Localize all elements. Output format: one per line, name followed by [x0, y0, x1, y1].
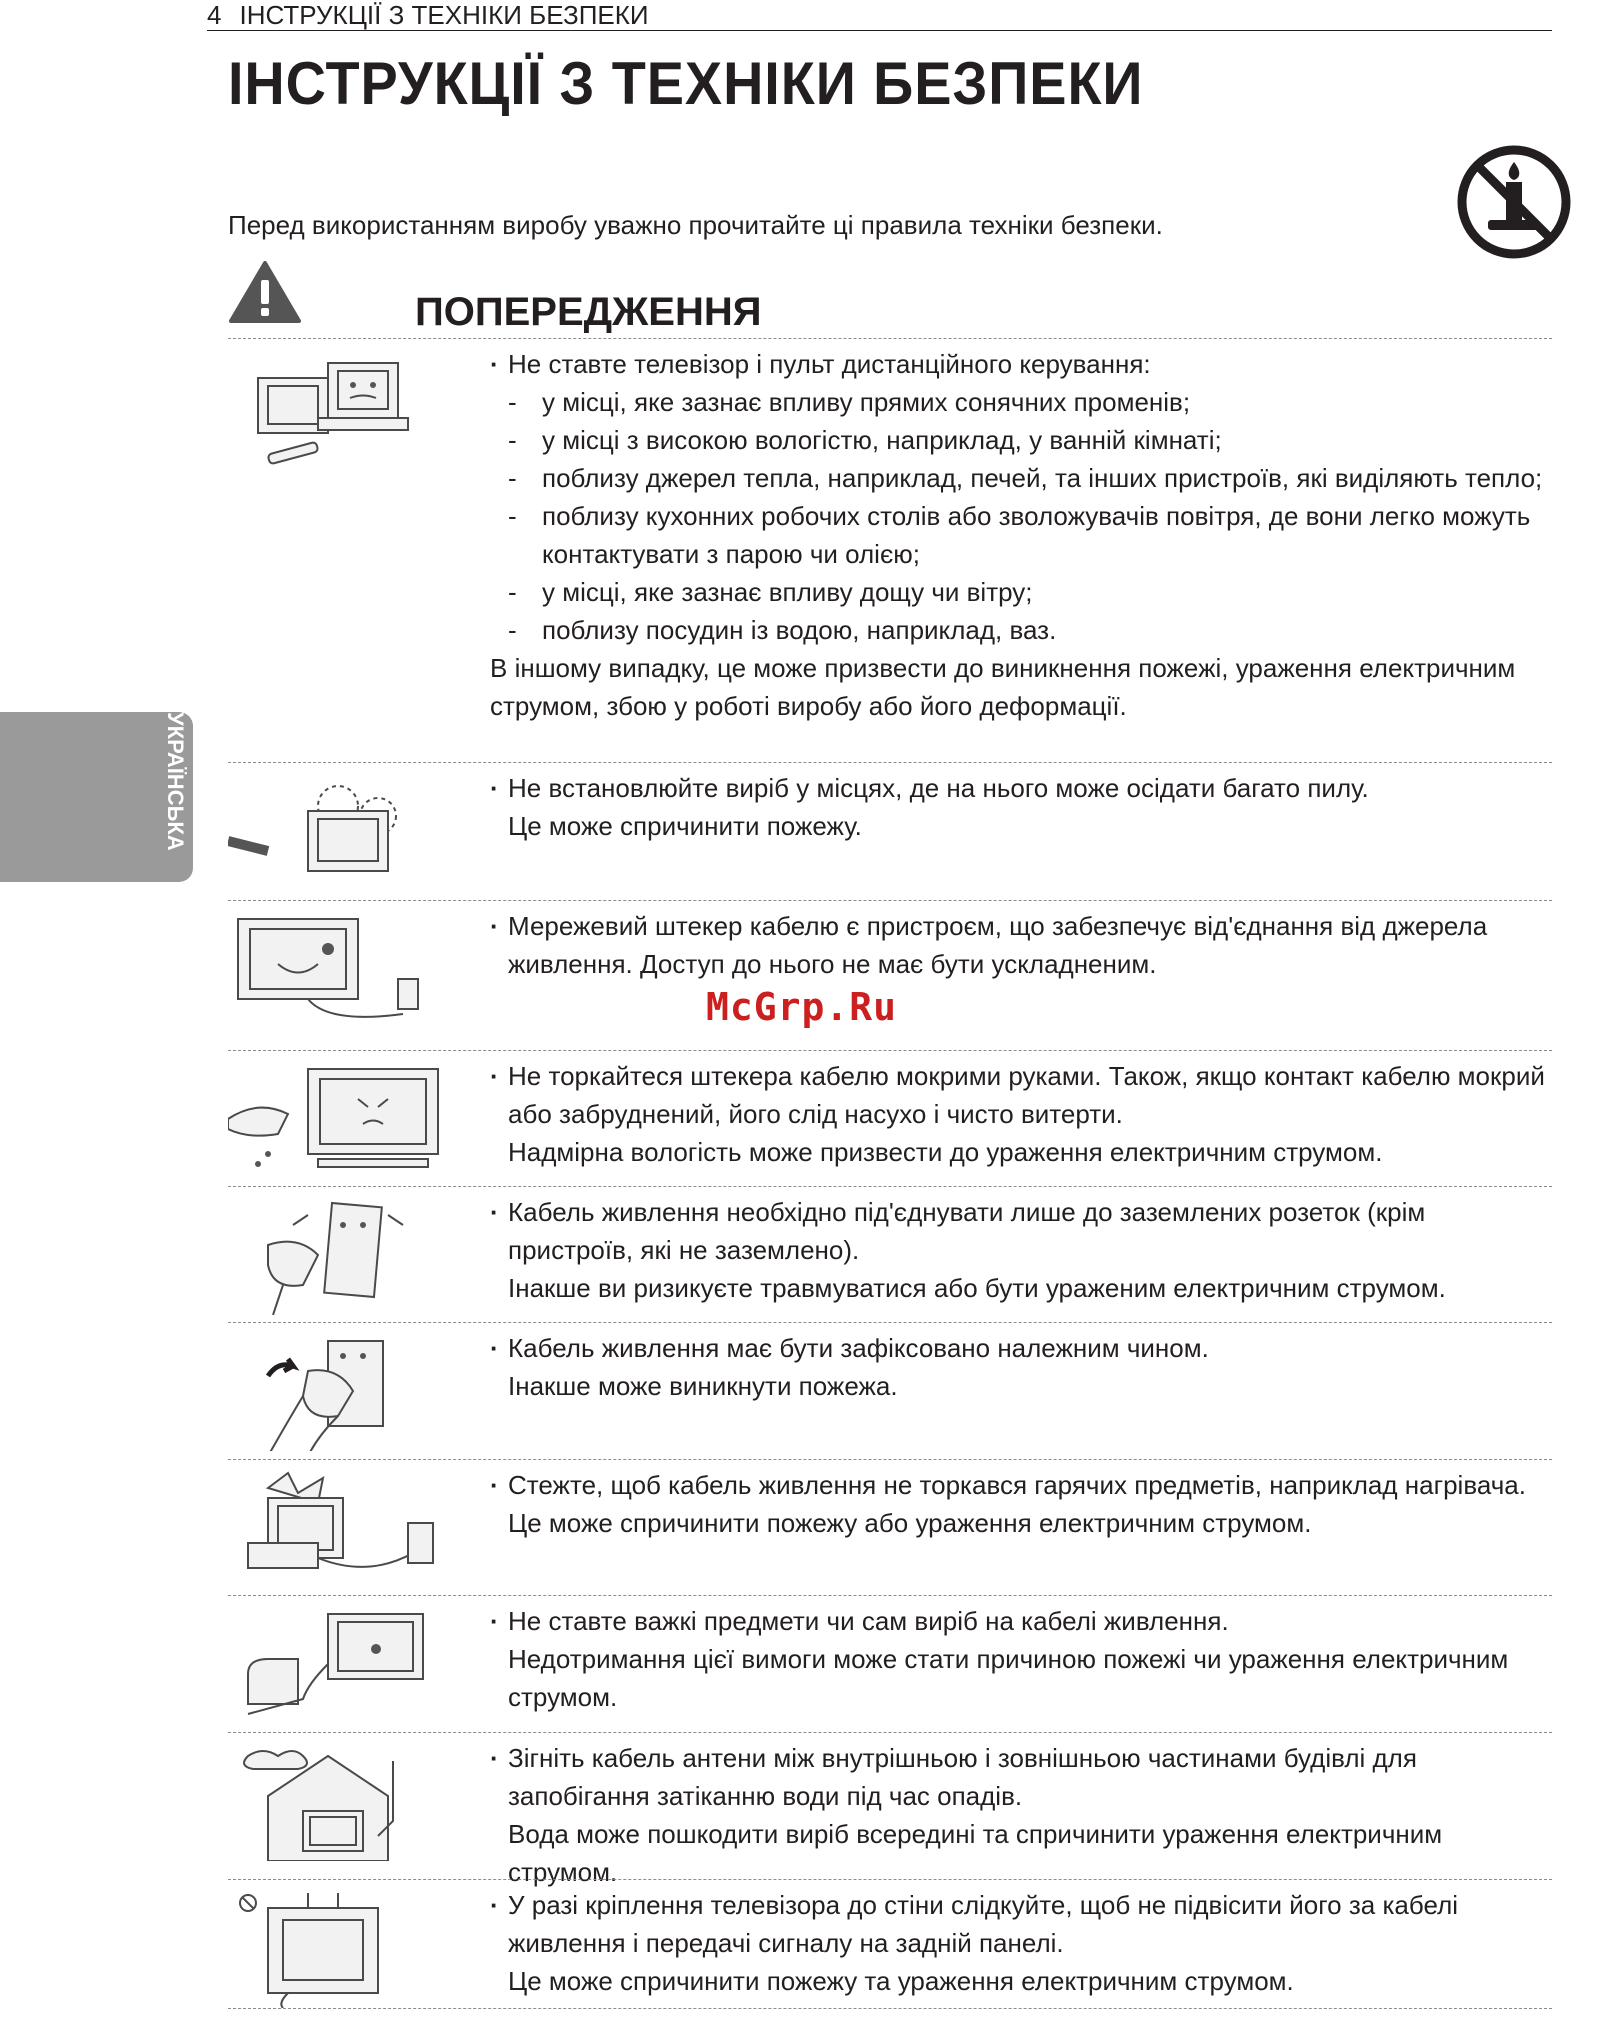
running-header: [207, 0, 1552, 31]
wet-hands-illustration: [228, 1059, 458, 1179]
warning-section-4: [228, 1050, 1552, 1186]
watermark-text: McGrp.Ru: [706, 985, 898, 1029]
list-item: - у місці, яке зазнає впливу дощу чи вітру;: [490, 573, 1550, 611]
language-side-tab: [0, 712, 193, 882]
section-7-lead: · Стежте, щоб кабель живлення не торкався гарячих предметів, наприклад нагрівача.: [490, 1466, 1550, 1504]
warning-section-5: [228, 1186, 1552, 1322]
section-5-note: Інакше ви ризикуєте травмуватися або бути ураженим електричним струмом.: [508, 1273, 1446, 1303]
tv-placement-illustration: [228, 353, 458, 473]
warning-section-1: [228, 338, 1552, 762]
wall-mount-cable-illustration: [228, 1888, 458, 2008]
section-4-lead: · Не торкайтеся штекера кабелю мокрими руками. Також, якщо контакт кабелю мокрий або забруднений, його слід насухо і чисто витерти.: [490, 1057, 1550, 1133]
section-4-note: Надмірна вологість може призвести до ураження електричним струмом.: [508, 1137, 1383, 1167]
list-item: - поблизу джерел тепла, наприклад, печей, та інших пристроїв, які виділяють тепло;: [490, 459, 1550, 497]
plug-access-illustration: [228, 909, 458, 1029]
section-6-note: Інакше може виникнути пожежа.: [508, 1371, 898, 1401]
dust-illustration: [228, 771, 458, 891]
list-item: - у місці, яке зазнає впливу прямих сонячних променів;: [490, 383, 1550, 421]
bottom-divider: [228, 2008, 1552, 2009]
warning-section-7: [228, 1459, 1552, 1595]
page-number: 4: [207, 0, 222, 30]
section-1-note: В іншому випадку, це може призвести до виникнення пожежі, ураження електричним струмом, збою у роботі виробу або його деформації.: [490, 653, 1516, 721]
section-6-lead: · Кабель живлення має бути зафіксовано належним чином.: [490, 1329, 1550, 1367]
list-item: - у місці з високою вологістю, наприклад, у ванній кімнаті;: [490, 421, 1550, 459]
warning-section-9: [228, 1732, 1552, 1887]
running-title: ІНСТРУКЦІЇ З ТЕХНІКИ БЕЗПЕКИ: [239, 0, 649, 30]
heavy-object-cable-illustration: [228, 1604, 458, 1724]
list-item: - поблизу посудин із водою, наприклад, ваз.: [490, 611, 1550, 649]
section-2-note: Це може спричинити пожежу.: [508, 811, 862, 841]
list-item: - поблизу кухонних робочих столів або зволожувачів повітря, де вони легко можуть контактувати з парою чи олією;: [490, 497, 1550, 573]
section-10-note: Це може спричинити пожежу та ураження електричним струмом.: [508, 1966, 1294, 1996]
section-1-list: [490, 383, 1550, 649]
section-10-lead: · У разі кріплення телевізора до стіни слідкуйте, щоб не підвісити його за кабелі живлення і передачі сигналу на задній панелі.: [490, 1886, 1550, 1962]
language-side-tab-label: УКРАЇНСЬКА: [163, 712, 188, 851]
warning-section-6: [228, 1322, 1552, 1459]
page-title: ІНСТРУКЦІЇ З ТЕХНІКИ БЕЗПЕКИ: [228, 50, 1144, 117]
no-open-flame-icon: [1456, 144, 1572, 260]
section-7-note: Це може спричинити пожежу або ураження електричним струмом.: [508, 1508, 1312, 1538]
section-2-lead: · Не встановлюйте виріб у місцях, де на нього може осідати багато пилу.: [490, 769, 1550, 807]
section-1-lead: · Не ставте телевізор і пульт дистанційного керування:: [490, 345, 1550, 383]
section-8-note: Недотримання цієї вимоги може стати причиною пожежі чи ураження електричним струмом.: [508, 1644, 1509, 1712]
section-3-lead: · Мережевий штекер кабелю є пристроєм, що забезпечує від'єднання від джерела живлення. Доступ до нього не має бути ускладненим.: [490, 907, 1550, 983]
section-8-lead: · Не ставте важкі предмети чи сам виріб на кабелі живлення.: [490, 1602, 1550, 1640]
intro-text: Перед використанням виробу уважно прочитайте ці правила техніки безпеки.: [228, 210, 1163, 240]
warning-heading: ПОПЕРЕДЖЕННЯ: [415, 290, 762, 334]
warning-section-10: [228, 1879, 1552, 2008]
warning-section-2: [228, 762, 1552, 900]
warning-section-8: [228, 1595, 1552, 1732]
grounded-outlet-illustration: [228, 1195, 458, 1315]
section-5-lead: · Кабель живлення необхідно під'єднувати лише до заземлених розеток (крім пристроїв, які не заземлено).: [490, 1193, 1550, 1269]
section-9-note: Вода може пошкодити виріб всередині та спричинити ураження електричним струмом.: [508, 1819, 1443, 1887]
section-9-lead: · Зігніть кабель антени між внутрішньою і зовнішньою частинами будівлі для запобігання затіканню води під час опадів.: [490, 1739, 1550, 1815]
secure-plug-illustration: [228, 1331, 458, 1451]
heater-cable-illustration: [228, 1468, 458, 1588]
antenna-cable-illustration: [228, 1741, 458, 1861]
warning-triangle-icon: [228, 260, 302, 324]
